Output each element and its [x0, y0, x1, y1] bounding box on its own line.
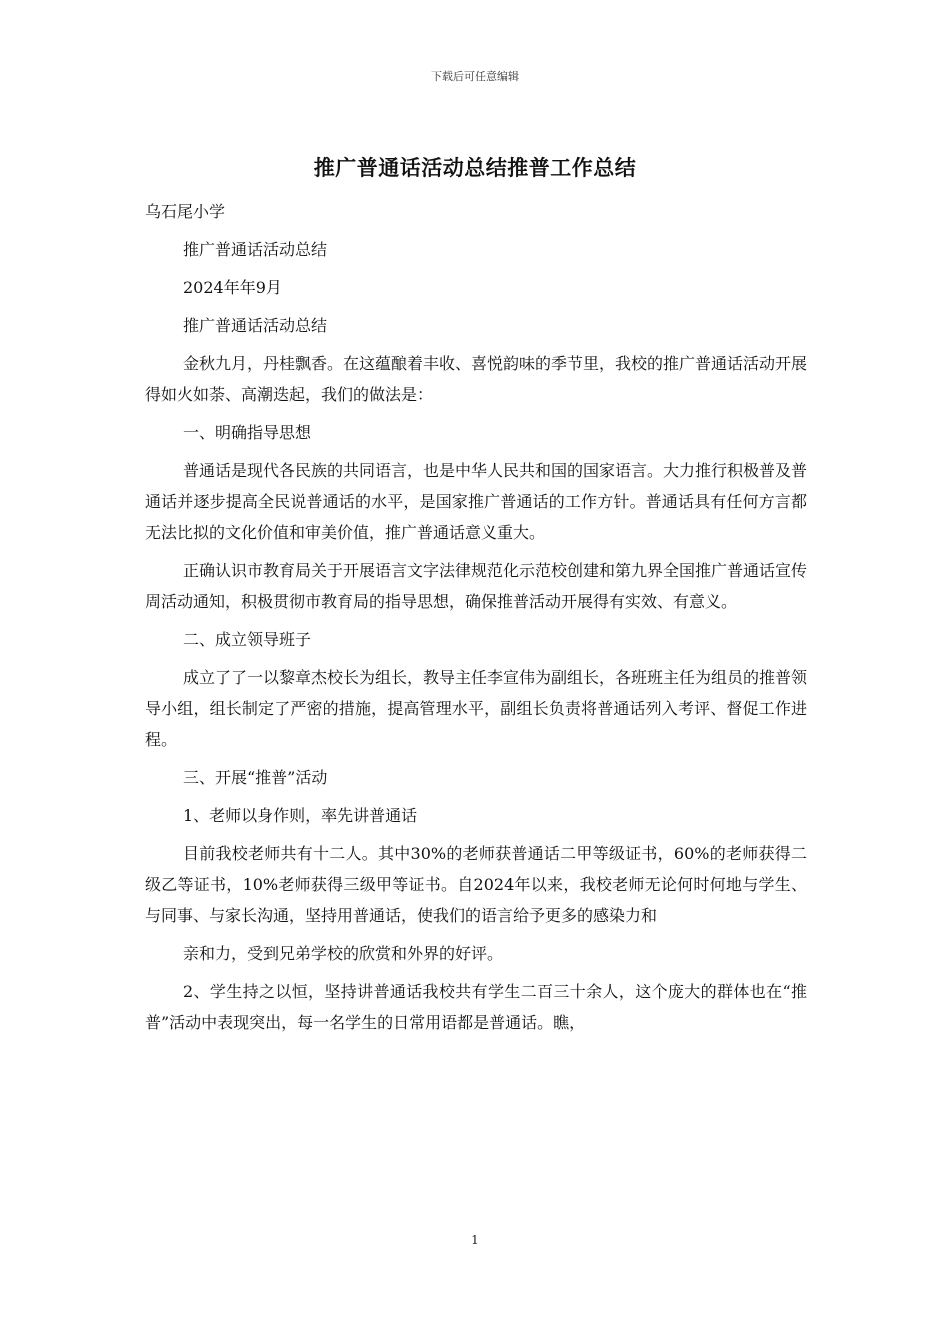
paragraph: 目前我校老师共有十二人。其中30%的老师获普通话二甲等级证书，60%的老师获得二级乙等证书，10%老师获得三级甲等证书。自2024年以来，我校老师无论何时何地与学生、与同事、与家长沟通，坚持用普通话，使我们的语言给予更多的感染力和	[145, 844, 807, 925]
subtitle-line-repeat: 推广普通话活动总结	[183, 316, 328, 335]
paragraph: 成立了了一以黎章杰校长为组长，教导主任李宣伟为副组长，各班班主任为组员的推普领导小组，组长制定了严密的措施，提高管理水平，副组长负责将普通话列入考评、督促工作进程。	[145, 668, 808, 749]
paragraph: 正确认识市教育局关于开展语言文字法律规范化示范校创建和第九界全国推广普通话宣传周活动通知，积极贯彻市教育局的指导思想，确保推普活动开展得有实效、有意义。	[145, 561, 808, 611]
intro-paragraph: 金秋九月，丹桂飘香。在这蕴酿着丰收、喜悦韵味的季节里，我校的推广普通话活动开展得如火如荼、高潮迭起，我们的做法是：	[145, 354, 808, 404]
section-heading-3: 三、开展“推普”活动	[183, 768, 328, 787]
school-name: 乌石尾小学	[145, 202, 226, 221]
section-heading-1: 一、明确指导思想	[183, 423, 312, 442]
header-note: 下载后可任意编辑	[431, 70, 519, 83]
date-line: 2024年年9月	[183, 278, 282, 297]
document-title: 推广普通话活动总结推普工作总结	[313, 155, 637, 180]
paragraph: 2、学生持之以恒，坚持讲普通话我校共有学生二百三十余人，这个庞大的群体也在“推普”活动中表现突出，每一名学生的日常用语都是普通话。瞧，	[145, 982, 807, 1032]
sub-heading-1: 1、老师以身作则，率先讲普通话	[183, 806, 418, 825]
document-body	[145, 196, 807, 1045]
paragraph: 普通话是现代各民族的共同语言，也是中华人民共和国的国家语言。大力推行积极普及普通话并逐步提高全民说普通话的水平，是国家推广普通话的工作方针。普通话具有任何方言都无法比拟的文化价值和审美价值，推广普通话意义重大。	[145, 461, 808, 542]
page-number: 1	[471, 1233, 479, 1247]
subtitle-line: 推广普通话活动总结	[183, 240, 328, 259]
paragraph: 亲和力，受到兄弟学校的欣赏和外界的好评。	[183, 944, 504, 963]
section-heading-2: 二、成立领导班子	[183, 630, 312, 649]
